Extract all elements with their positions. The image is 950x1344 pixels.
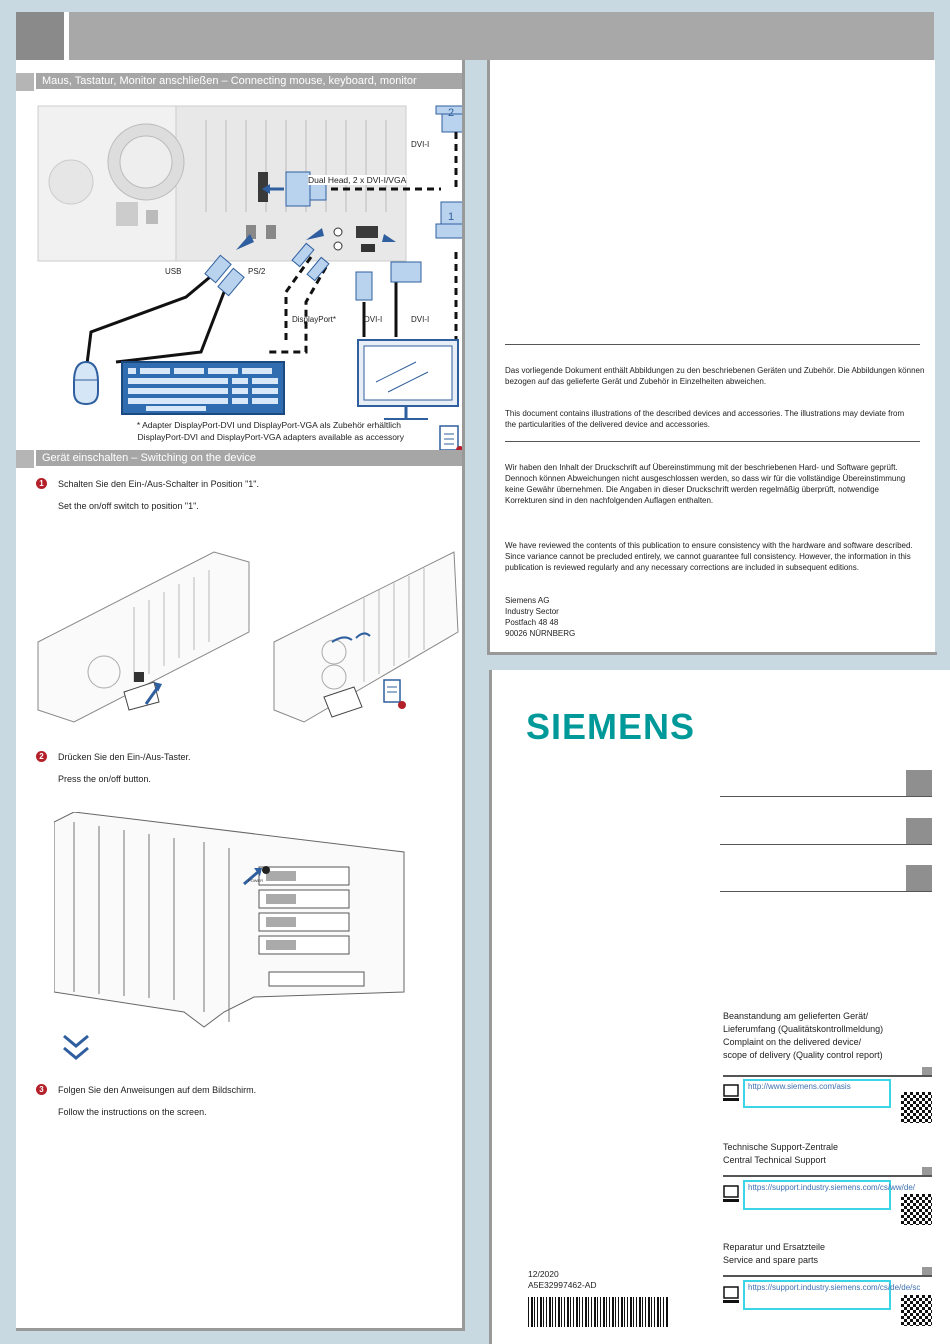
step-1-number: 1 [36,478,47,489]
support-link[interactable]: https://support.industry.siemens.com/cs/ww/de/ [743,1180,891,1210]
contact-service-heading [723,1241,825,1267]
publication-date: 12/2020 [528,1269,559,1279]
page-shadow [489,670,492,1344]
label-connector-2: 2 [448,107,455,119]
heading-line: Technische Support-Zentrale [723,1142,839,1152]
footnote-de: * Adapter DisplayPort-DVI und DisplayPort-VGA als Zubehör erhältlich [136,420,401,430]
siemens-logo: SIEMENS [526,706,696,747]
label-dvi-mid: DVI-I [364,315,383,324]
right-top-page [490,60,935,652]
computer-icon [723,1286,739,1304]
qr-code [901,1092,932,1123]
disclaimer-de: Wir haben den Inhalt der Druckschrift auf Übereinstimmung mit der beschriebenen Hard- und Software geprüft. Dennoch können Abweichungen nicht ausgeschlossen werden, so dass wir für die vollständige Übereinstimmung keine Gewähr übernehmen. Die Angaben in dieser Druckschrift werden regelmäßig überprüft, notwendige Korrekturen sind in den nachfolgenden Auflagen enthalten. [505,463,906,505]
label-dvi-top: DVI-I [411,140,430,149]
switch-illustration [34,532,462,732]
order-number: A5E32997462-AD [528,1280,597,1290]
disclaimer-en: We have reviewed the contents of this publication to ensure consistency with the hardware and software described. Since variance cannot be precluded entirely, we cannot guarantee full consistency. However, the information in this publication is reviewed regularly and any necessary corrections are included in subsequent editions. [505,541,913,572]
heading-line: Beanstandung am gelieferten Gerät/ [723,1011,869,1021]
qr-code [901,1194,932,1225]
address-line: Industry Sector [505,607,559,616]
chapter-tab-3 [906,865,932,891]
contact-support-heading [723,1141,838,1167]
double-chevron-down-icon [60,1032,92,1064]
heading-line: Reparatur und Ersatzteile [723,1242,826,1252]
step-1-en: Set the on/off switch to position "1". [58,501,199,511]
section-switch-on-title: Gerät einschalten – Switching on the device [36,450,462,466]
contact-marker [922,1267,932,1275]
page-shadow [16,1328,465,1331]
qr-code [901,1295,932,1326]
notice-de: Das vorliegende Dokument enthält Abbildungen zu den beschriebenen Geräten und Zubehör. Die Abbildungen können bezogen auf das gelieferte Gerät und Zubehör in Einzelheiten abweichen. [505,366,925,386]
address-line: Siemens AG [505,596,550,605]
barcode [528,1297,668,1327]
contact-marker [922,1067,932,1075]
section-connect-title: Maus, Tastatur, Monitor anschließen – Connecting mouse, keyboard, monitor [36,73,462,89]
label-dvi-right: DVI-I [411,315,430,324]
label-dual-head: Dual Head, 2 x DVI-I/VGA [308,175,407,185]
header-tab [16,12,64,60]
service-link[interactable]: https://support.industry.siemens.com/cs/de/de/sc [743,1280,891,1310]
chapter-line-3 [720,891,932,892]
step-2-number: 2 [36,751,47,762]
step-3-de: Folgen Sie den Anweisungen auf dem Bildschirm. [58,1085,257,1095]
address-line: Postfach 48 48 [505,618,559,627]
step-2-de: Drücken Sie den Ein-/Aus-Taster. [58,752,191,762]
heading-line: Central Technical Support [723,1155,826,1165]
label-displayport: DisplayPort* [292,315,337,324]
notice-en: This document contains illustrations of the described devices and accessories. The illustrations may deviate from the particularities of the delivered device and accessories. [505,409,905,429]
label-usb: USB [165,267,182,276]
power-button-illustration [54,812,414,1032]
chapter-tab-1 [906,770,932,796]
divider [723,1075,932,1077]
chapter-line-2 [720,844,932,845]
page-shadow [462,60,465,1330]
divider [505,441,920,442]
divider [723,1275,932,1277]
step-3-number: 3 [36,1084,47,1095]
label-ps2: PS/2 [248,267,266,276]
heading-line: Complaint on the delivered device/ [723,1037,862,1047]
step-2-en: Press the on/off button. [58,774,151,784]
contact-marker [922,1167,932,1175]
heading-line: Service and spare parts [723,1255,819,1265]
footnote-en: DisplayPort-DVI and DisplayPort-VGA adapters available as accessory [137,432,404,442]
step-1-de: Schalten Sie den Ein-/Aus-Schalter in Position "1". [58,479,259,489]
divider [505,344,920,345]
asis-link[interactable]: http://www.siemens.com/asis [743,1079,891,1108]
chapter-tab-2 [906,818,932,844]
chapter-line-1 [720,796,932,797]
left-page [16,12,462,1328]
section-marker [16,73,34,91]
computer-icon [723,1185,739,1203]
contact-quality-heading [723,1010,883,1062]
label-connector-1: 1 [448,211,455,223]
header-bar [69,12,934,60]
address-line: 90026 NÜRNBERG [505,629,576,638]
heading-line: scope of delivery (Quality control report) [723,1050,883,1060]
address [505,595,705,639]
page-shadow [487,652,937,655]
heading-line: Lieferumfang (Qualitätskontrollmeldung) [723,1024,884,1034]
divider [723,1175,932,1177]
cover-page [492,670,950,1344]
step-3-en: Follow the instructions on the screen. [58,1107,207,1117]
section-marker [16,450,34,468]
page-shadow [487,60,490,655]
power-label: POWER [248,878,264,883]
computer-icon [723,1084,739,1102]
